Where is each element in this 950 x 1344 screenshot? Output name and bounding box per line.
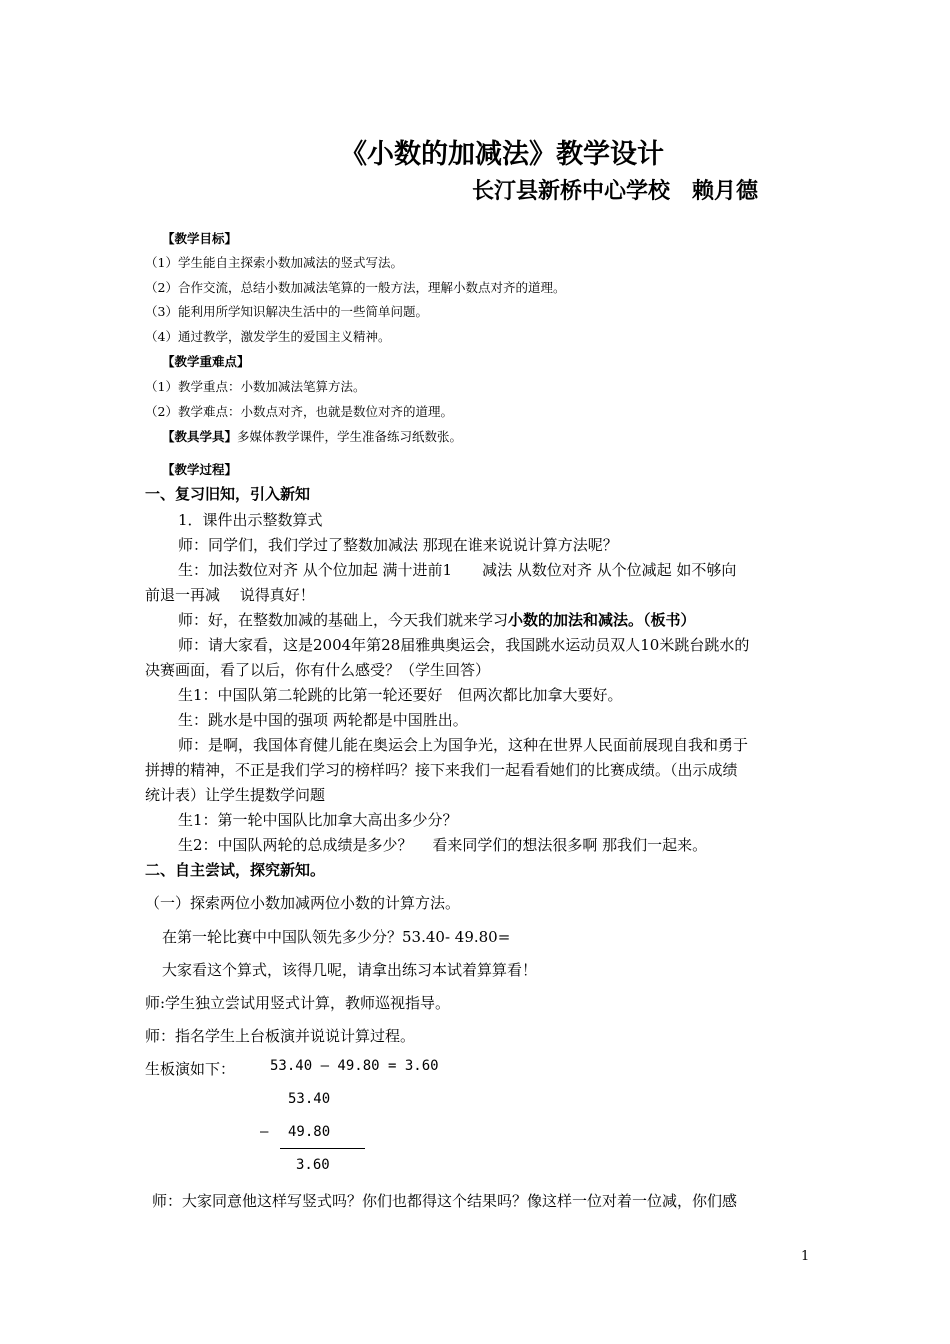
vertical-minus-sign: – <box>260 1124 269 1140</box>
teacher-intro-line <box>178 609 696 630</box>
tools-heading: 【教具学具】 <box>162 429 238 444</box>
author-line: 长汀县新桥中心学校 赖月德 <box>472 178 759 204</box>
process-line-10: 拼搏的精神，不正是我们学习的榜样吗？接下来我们一起看看她们的比赛成绩。（出示成绩 <box>145 761 738 779</box>
process-line-4: 前退一再减 说得真好！ <box>145 586 315 604</box>
process-line-12: 生1：第一轮中国队比加拿大高出多少分？ <box>178 811 458 829</box>
board-label: 生板演如下： <box>145 1060 236 1078</box>
keypoints-heading: 【教学重难点】 <box>162 354 250 369</box>
objective-item-4: （4）通过教学，激发学生的爱国主义精神。 <box>145 329 391 344</box>
tools-line <box>162 427 462 445</box>
page-number: 1 <box>801 1249 810 1264</box>
objectives-heading: 【教学目标】 <box>162 231 238 246</box>
process-line-15: 大家看这个算式，该得几呢，请拿出练习本试着算算看！ <box>162 961 538 979</box>
process-line-6: 决赛画面，看了以后，你有什么感受？（学生回答） <box>145 661 491 679</box>
process-line-17: 师：指名学生上台板演并说说计算过程。 <box>145 1027 416 1045</box>
process-line-5: 师：请大家看，这是2004年第28届雅典奥运会，我国跳水运动员双人10米跳台跳水的 <box>178 636 750 654</box>
keypoint-item-2: （2）教学难点：小数点对齐，也就是数位对齐的道理。 <box>145 404 453 419</box>
subsection-1-heading: （一）探索两位小数加减两位小数的计算方法。 <box>145 894 461 912</box>
tools-text: 多媒体教学课件，学生准备练习纸数张。 <box>237 429 463 444</box>
process-line-2: 师：同学们，我们学过了整数加减法 那现在谁来说说计算方法呢？ <box>178 536 618 554</box>
board-equation: 53.40 – 49.80 = 3.60 <box>270 1058 439 1074</box>
process-line-8: 生：跳水是中国的强项 两轮都是中国胜出。 <box>178 711 468 729</box>
document-title: 《小数的加减法》教学设计 <box>340 139 664 170</box>
process-line-16: 师:学生独立尝试用竖式计算，教师巡视指导。 <box>145 994 451 1012</box>
process-line-7: 生1：中国队第二轮跳的比第一轮还要好 但两次都比加拿大要好。 <box>178 686 623 704</box>
vertical-divider-line <box>280 1148 365 1149</box>
vertical-bottom-number: 49.80 <box>288 1124 331 1140</box>
process-heading: 【教学过程】 <box>162 462 238 477</box>
process-line-11: 统计表）让学生提数学问题 <box>145 786 326 804</box>
process-line-3: 生：加法数位对齐 从个位加起 满十进前1 减法 从数位对齐 从个位减起 如不够向 <box>178 561 737 579</box>
process-line-9: 师：是啊，我国体育健儿能在奥运会上为国争光，这种在世界人民面前展现自我和勇于 <box>178 736 749 754</box>
section-1-heading: 一、复习旧知，引入新知 <box>145 485 311 503</box>
process-line-13: 生2：中国队两轮的总成绩是多少？ 看来同学们的想法很多啊 那我们一起来。 <box>178 836 708 854</box>
keypoint-item-1: （1）教学重点：小数加减法笔算方法。 <box>145 379 366 394</box>
process-line-14: 在第一轮比赛中中国队领先多少分？53.40- 49.80= <box>162 928 511 946</box>
process-last-line: 师：大家同意他这样写竖式吗？你们也都得这个结果吗？像这样一位对着一位减，你们感 <box>152 1192 738 1210</box>
vertical-result: 3.60 <box>296 1157 330 1173</box>
vertical-top-number: 53.40 <box>288 1091 331 1107</box>
objective-item-3: （3）能利用所学知识解决生活中的一些简单问题。 <box>145 304 428 319</box>
teacher-intro-bold: 小数的加法和减法。（板书） <box>508 611 696 629</box>
teacher-intro-text: 师：好，在整数加减的基础上，今天我们就来学习 <box>178 611 509 629</box>
process-line-1: 1．课件出示整数算式 <box>178 511 323 529</box>
objective-item-1: （1）学生能自主探索小数加减法的竖式写法。 <box>145 255 403 270</box>
objective-item-2: （2）合作交流，总结小数加减法笔算的一般方法，理解小数点对齐的道理。 <box>145 280 566 295</box>
section-2-heading: 二、自主尝试，探究新知。 <box>145 861 326 879</box>
